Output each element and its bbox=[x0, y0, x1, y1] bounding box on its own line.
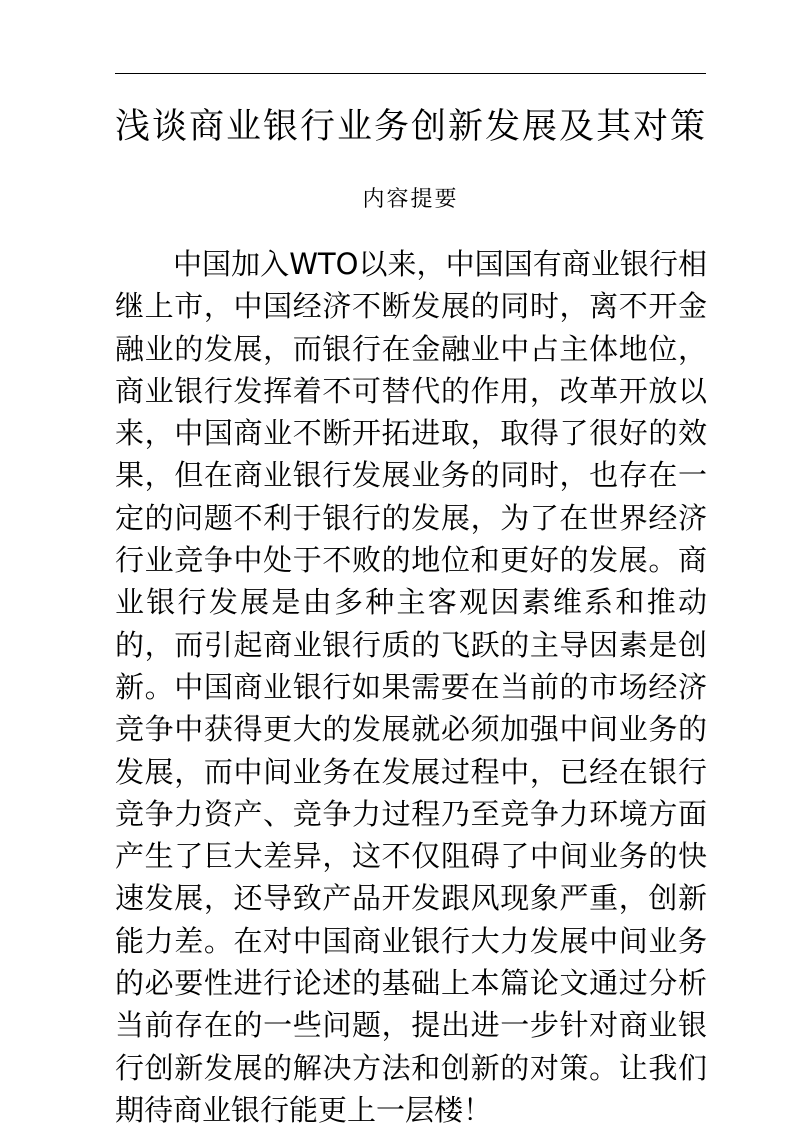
abstract-paragraph: 中国加入WTO以来，中国国有商业银行相继上市，中国经济不断发展的同时，离不开金融业的发展，而银行在金融业中占主体地位，商业银行发挥着不可替代的作用，改革开放以来，中国商业不断开拓进取，取得了很好的效果，但在商业银行发展业务的同时，也存在一定的问题不利于银行的发展，为了在世界经济行业竞争中处于不败的地位和更好的发展。商业银行发展是由多种主客观因素维系和推动的，而引起商业银行质的飞跃的主导因素是创新。中国商业银行如果需要在当前的市场经济竞争中获得更大的发展就必须加强中间业务的发展，而中间业务在发展过程中，已经在银行竞争力资产、竞争力过程乃至竞争力环境方面产生了巨大差异，这不仅阻碍了中间业务的快速发展，还导致产品开发跟风现象严重，创新能力差。在对中国商业银行大力发展中间业务的必要性进行论述的基础上本篇论文通过分析当前存在的一些问题，提出进一步针对商业银行创新发展的解决方法和创新的对策。让我们期待商业银行能更上一层楼！ bbox=[115, 247, 707, 1127]
header-divider bbox=[115, 73, 706, 74]
abstract-heading: 内容提要 bbox=[362, 187, 459, 212]
paper-title: 浅谈商业银行业务创新发展及其对策 bbox=[115, 107, 708, 147]
